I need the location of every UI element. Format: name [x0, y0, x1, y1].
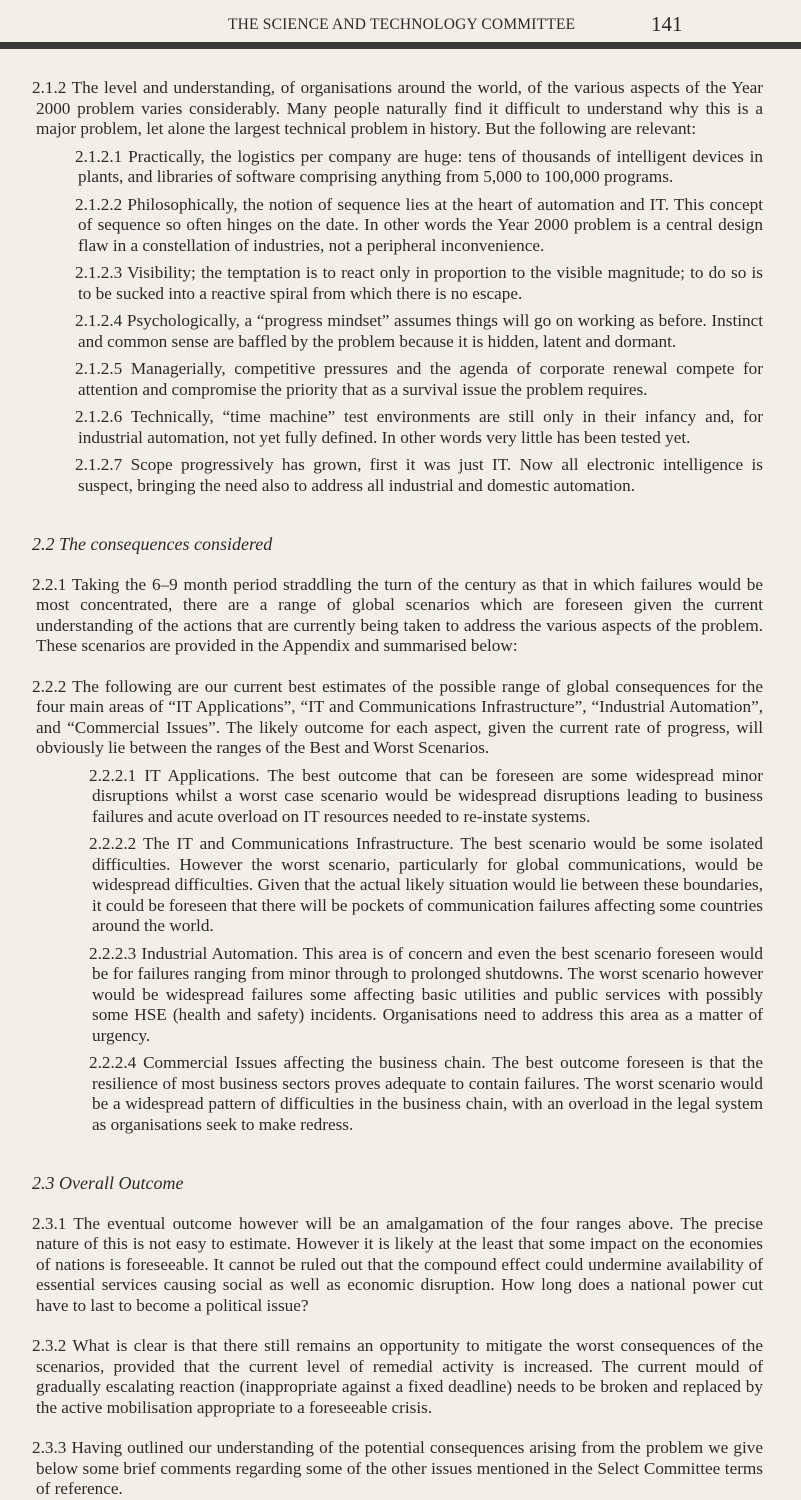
section-heading-2-3: 2.3 Overall Outcome: [32, 1173, 184, 1193]
paragraph-2-2-2-1: 2.2.2.1 IT Applications. The best outcome that can be foreseen are some widespread minor disruptions whilst a worst case scenario would be widespread disruptions leading to business failures and acute overload on IT resources needed to re-instate systems.: [89, 765, 763, 826]
paragraph-2-2-1: 2.2.1 Taking the 6–9 month period straddling the turn of the century as that in which failures would be most concentrated, there are a range of global scenarios which are foreseen given the current understanding of the actions that are currently being taken to address the various aspects of the problem. These scenarios are provided in the Appendix and summarised below:: [32, 574, 763, 655]
paragraph-2-1-2-4: 2.1.2.4 Psychologically, a “progress mindset” assumes things will go on working as before. Instinct and common sense are baffled by the problem because it is hidden, latent and dormant.: [75, 311, 763, 351]
paragraph-2-1-2-6: 2.1.2.6 Technically, “time machine” test environments are still only in their infancy and, for industrial automation, not yet fully defined. In other words very little has been tested yet.: [75, 407, 763, 447]
paragraph-2-2-2-4: 2.2.2.4 Commercial Issues affecting the business chain. The best outcome foreseen is that the resilience of most business sectors proves adequate to contain failures. The worst scenario would be a widespread pattern of difficulties in the business chain, with an overload in the legal system as organisations seek to make redress.: [89, 1053, 763, 1134]
page-number: 141: [651, 12, 683, 36]
paragraph-2-1-2-5: 2.1.2.5 Managerially, competitive pressures and the agenda of corporate renewal compete for attention and compromise the priority that as a survival issue the problem requires.: [75, 359, 763, 399]
section-heading-2-2: 2.2 The consequences considered: [32, 534, 273, 554]
paragraph-2-3-1: 2.3.1 The eventual outcome however will be an amalgamation of the four ranges above. The precise nature of this is not easy to estimate. However it is likely at the least that some impact on the economies of nations is foreseeable. It cannot be ruled out that the compound effect could undermine availability of essential services causing social as well as economic disruption. How long does a national power cut have to last to become a political issue?: [32, 1213, 763, 1315]
paragraph-2-3-3: 2.3.3 Having outlined our understanding of the potential consequences arising from the problem we give below some brief comments regarding some of the other issues mentioned in the Select Committee terms of reference.: [32, 1438, 763, 1498]
paragraph-2-1-2-3: 2.1.2.3 Visibility; the temptation is to react only in proportion to the visible magnitude; to do so is to be sucked into a reactive spiral from which there is no escape.: [75, 263, 763, 303]
page-header: [0, 10, 801, 40]
paragraph-2-1-2-7: 2.1.2.7 Scope progressively has grown, first it was just IT. Now all electronic intelligence is suspect, bringing the need also to address all industrial and domestic automation.: [75, 455, 763, 495]
document-body: [0, 78, 801, 1500]
paragraph-2-2-2-2: 2.2.2.2 The IT and Communications Infrastructure. The best scenario would be some isolated difficulties. However the worst scenario, particularly for global communications, would be widespread difficulties. Given that the actual likely situation would lie between these boundaries, it could be foreseen that there will be pockets of communication failures affecting some countries around the world.: [89, 834, 763, 935]
paragraph-2-1-2-1: 2.1.2.1 Practically, the logistics per company are huge: tens of thousands of intelligent devices in plants, and libraries of software comprising anything from 5,000 to 100,000 programs.: [75, 146, 763, 186]
paragraph-2-3-2: 2.3.2 What is clear is that there still remains an opportunity to mitigate the worst consequences of the scenarios, provided that the current level of remedial activity is increased. The current mould of gradually escalating reaction (inappropriate against a fixed deadline) needs to be broken and replaced by the active mobilisation appropriate to a foreseeable crisis.: [32, 1336, 763, 1417]
paragraph-2-2-2: 2.2.2 The following are our current best estimates of the possible range of global consequences for the four main areas of “IT Applications”, “IT and Communications Infrastructure”, “Industrial Automation”, and “Commercial Issues”. The likely outcome for each aspect, given the current rate of progress, will obviously lie between the ranges of the Best and Worst Scenarios.: [32, 676, 763, 757]
paragraph-2-1-2-2: 2.1.2.2 Philosophically, the notion of sequence lies at the heart of automation and IT. This concept of sequence so often hinges on the date. In other words the Year 2000 problem is a central design flaw in a constellation of industries, not a peripheral inconvenience.: [75, 194, 763, 255]
header-rule: [0, 42, 801, 49]
paragraph-2-2-2-3: 2.2.2.3 Industrial Automation. This area is of concern and even the best scenario foreseen would be for failures ranging from minor through to prolonged shutdowns. The worst scenario however would be widespread failures some affecting basic utilities and public services with possibly some HSE (health and safety) incidents. Organisations need to address this area as a matter of urgency.: [89, 943, 763, 1045]
paragraph-2-1-2: 2.1.2 The level and understanding, of organisations around the world, of the various aspects of the Year 2000 problem varies considerably. Many people naturally find it difficult to understand why this is a major problem, let alone the largest technical problem in history. But the following are relevant:: [32, 78, 763, 138]
running-title: THE SCIENCE AND TECHNOLOGY COMMITTEE: [228, 16, 576, 33]
